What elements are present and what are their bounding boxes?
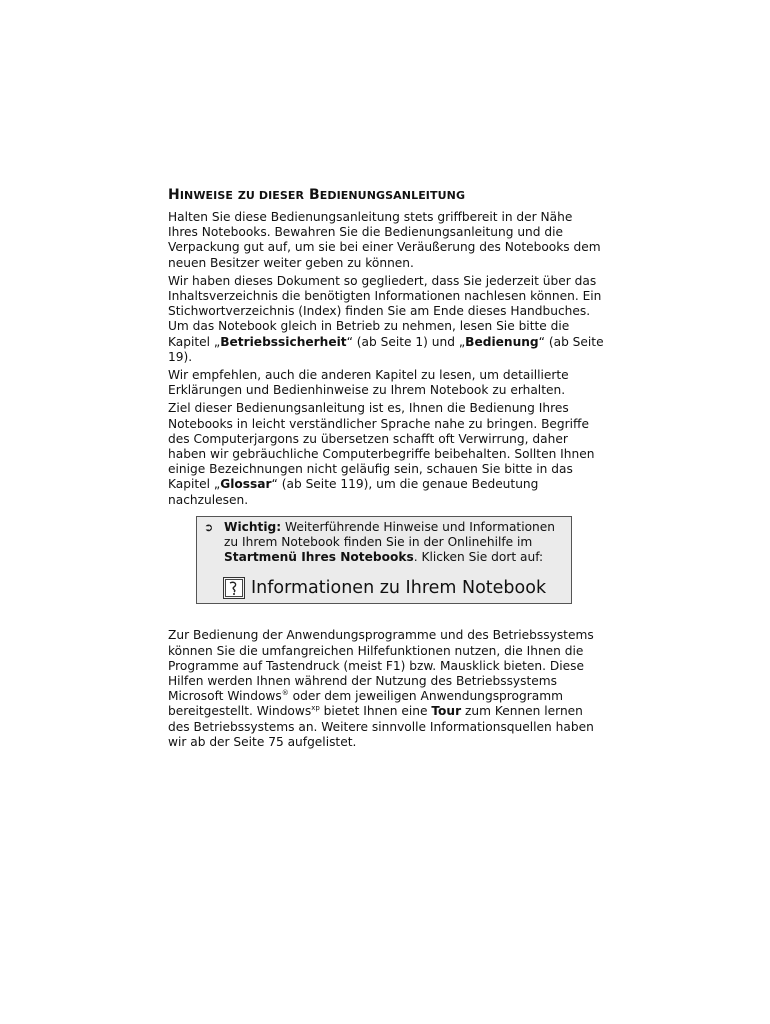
heading-word: INWEISE (179, 189, 234, 202)
heading-word: EDIENUNGSANLEITUNG (319, 189, 466, 202)
help-entry[interactable] (223, 577, 565, 599)
section-heading (168, 186, 604, 205)
arrow-icon: ➲ (204, 520, 214, 534)
document-page (168, 186, 604, 753)
xp-superscript: xp (311, 704, 320, 713)
paragraph-2 (168, 274, 604, 365)
paragraph-text: “ (ab Seite 1) und „ (346, 334, 466, 349)
paragraph-text: Ziel dieser Bedienungsanleitung ist es, Ihnen die Bedienung Ihres Notebooks in leicht verständlicher Sprache nahe zu bringen. Begriffe des Computerjargons zu übersetzen schafft oft Verwirrung, daher haben wir gebräuchliche Computerbegriffe beibehalten. Sollten Ihnen einige Bezeichnungen nicht geläufig sein, schauen Sie bitte in das Kapitel „ (168, 401, 595, 492)
important-note-box (196, 516, 572, 605)
chapter-reference: Glossar (220, 477, 272, 492)
heading-initial: B (308, 187, 320, 203)
help-link-label[interactable]: Informationen zu Ihrem Notebook (251, 578, 547, 599)
note-body: Weiterführende Hinweise und Informationen zu Ihrem Notebook finden Sie in der Onlinehilfe im (224, 519, 555, 550)
paragraph-text: bietet Ihnen eine (319, 704, 432, 719)
paragraph-text: oder dem jeweiligen Anwendungsprogramm bereitgestellt. Windows (168, 689, 563, 719)
note-line (203, 520, 565, 566)
heading-initial: H (168, 187, 180, 203)
tour-reference: Tour (431, 704, 462, 719)
chapter-reference: Betriebssicherheit (220, 334, 347, 349)
paragraph-3: Wir empfehlen, auch die anderen Kapitel zu lesen, um detaillierte Erklärungen und Bedienhinweise zu Ihrem Notebook zu erhalten. (168, 368, 569, 398)
paragraph-1: Halten Sie diese Bedienungsanleitung stets griffbereit in der Nähe Ihres Notebooks. Bewahren Sie die Bedienungsanleitung und die Verpackung gut auf, um sie bei einer Veräußerung des Notebooks dem neuen Besitzer weiter geben zu können. (168, 210, 601, 270)
help-icon (223, 577, 245, 599)
chapter-reference: Bedienung (465, 334, 539, 349)
paragraph-4 (168, 401, 604, 507)
paragraph-text: “ (ab Seite 19). (168, 334, 604, 364)
closing-paragraph (168, 628, 604, 750)
paragraph-text: “ (ab Seite 119), um die genaue Bedeutung nachzulesen. (168, 477, 539, 507)
paragraph-text: Wir haben dieses Dokument so gegliedert, dass Sie jederzeit über das Inhaltsverzeichnis die benötigten Informationen nachlesen können. Ein Stichwortverzeichnis (Index) finden Sie am Ende dieses Handbuches. Um das Notebook gleich in Betrieb zu nehmen, lesen Sie bitte die Kapitel „ (168, 273, 602, 349)
paragraph-text: zum Kennen lernen des Betriebssystems an. Weitere sinnvolle Informationsquellen haben wir ab der Seite 75 aufgelistet. (168, 704, 594, 749)
note-text (224, 520, 565, 566)
heading-word: ZU DIESER (237, 189, 305, 202)
registered-mark: ® (281, 689, 289, 698)
note-label: Wichtig: (224, 519, 282, 534)
paragraph-text: Zur Bedienung der Anwendungsprogramme und des Betriebssystems können Sie die umfangreichen Hilfefunktionen nutzen, die Ihnen die Programme auf Tastendruck (meist F1) bzw. Mausklick bieten. Diese Hilfen werden Ihnen während der Nutzung des Betriebssystems Microsoft Windows (168, 628, 594, 704)
note-body: . Klicken Sie dort auf: (413, 550, 544, 565)
note-start-menu: Startmenü Ihres Notebooks (224, 550, 414, 565)
